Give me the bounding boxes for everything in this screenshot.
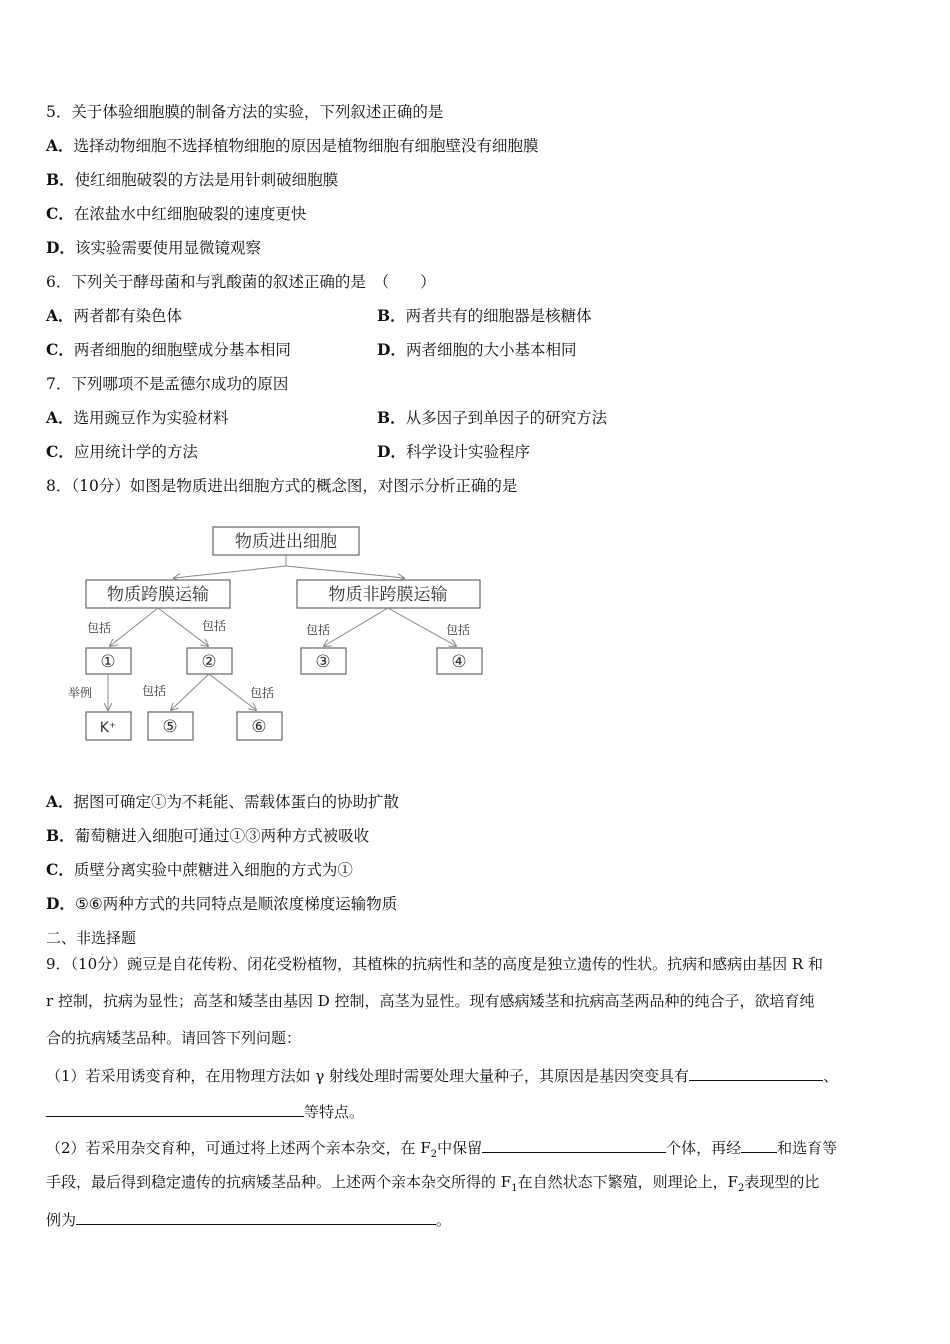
option-text: 选择动物细胞不选择植物细胞的原因是植物细胞有细胞壁没有细胞膜 — [73, 137, 539, 155]
option-key: B． — [377, 408, 406, 427]
option-key: C． — [46, 340, 74, 359]
q9-part1-line2 — [46, 1100, 908, 1122]
q9-part2-text: 个体，再经 — [666, 1139, 742, 1157]
q8-option-b — [46, 826, 369, 846]
option-text: 选用豌豆作为实验材料 — [73, 409, 229, 427]
q5-option-b — [46, 170, 338, 190]
q9-part2-text: 例为 — [46, 1211, 77, 1229]
q9-part2-text: 中保留 — [437, 1139, 483, 1157]
arrow-to-n1 — [110, 608, 158, 646]
q8-stem: 8．（10分）如图是物质进出细胞方式的概念图，对图示分析正确的是 — [46, 477, 518, 495]
option-text: 两者细胞的大小基本相同 — [405, 341, 577, 359]
option-text: 葡萄糖进入细胞可通过①③两种方式被吸收 — [74, 827, 370, 845]
q7-option-b — [377, 408, 607, 428]
q9-line3: 合的抗病矮茎品种。请回答下列问题： — [46, 1029, 302, 1047]
q8-option-a — [46, 792, 399, 812]
q9-part2-text: 。 — [436, 1211, 452, 1229]
q8-option-c — [46, 860, 353, 880]
include-label: 包括 — [202, 619, 227, 633]
q9-part2-text: 表现型的比 — [744, 1173, 820, 1191]
q9-part1-sep: 、 — [823, 1067, 839, 1085]
answer-blank[interactable] — [741, 1136, 777, 1153]
node-6: ⑥ — [251, 717, 267, 737]
option-text: 科学设计实验程序 — [405, 443, 530, 461]
option-key: A． — [46, 792, 74, 811]
option-key: D． — [377, 340, 406, 359]
option-text: 两者都有染色体 — [73, 307, 183, 325]
option-key: B． — [377, 306, 406, 325]
answer-blank[interactable] — [482, 1136, 666, 1153]
option-text: ⑤⑥两种方式的共同特点是顺浓度梯度运输物质 — [74, 895, 398, 913]
q6-stem: 6．下列关于酵母菌和与乳酸菌的叙述正确的是 （ ） — [46, 273, 436, 291]
include-label: 包括 — [446, 623, 471, 637]
q7-option-a — [46, 408, 229, 428]
option-text: 从多因子到单因子的研究方法 — [405, 409, 608, 427]
answer-blank[interactable] — [46, 1100, 304, 1117]
subscript: 2 — [737, 1183, 745, 1194]
q5-option-d — [46, 238, 261, 258]
arrow-to-right — [286, 566, 404, 578]
concept-diagram — [60, 518, 500, 748]
section-heading: 二、非选择题 — [46, 929, 137, 947]
include-label: 包括 — [306, 623, 331, 637]
node-1: ① — [100, 652, 116, 672]
option-key: D． — [46, 894, 75, 913]
q7-stem: 7．下列哪项不是孟德尔成功的原因 — [46, 375, 289, 393]
q6-option-b — [377, 306, 592, 326]
option-text: 质壁分离实验中蔗糖进入细胞的方式为① — [73, 861, 353, 879]
q9-part2-text: 手段，最后得到稳定遗传的抗病矮茎品种。上述两个亲本杂交所得的 F — [46, 1173, 512, 1191]
left-label: 物质跨膜运输 — [107, 585, 209, 605]
option-text: 该实验需要使用显微镜观察 — [74, 239, 261, 257]
arrow-to-n6 — [209, 674, 256, 710]
arrow-to-left — [174, 566, 286, 578]
option-text: 应用统计学的方法 — [73, 443, 198, 461]
node-4: ④ — [451, 652, 467, 672]
option-key: A． — [46, 306, 74, 325]
option-text: 两者细胞的细胞壁成分基本相同 — [73, 341, 291, 359]
answer-blank[interactable] — [689, 1064, 823, 1081]
option-key: B． — [46, 170, 75, 189]
q6-option-a — [46, 306, 182, 326]
q9-part1-line1 — [46, 1064, 908, 1086]
node-5: ⑤ — [162, 717, 178, 737]
example-label: 举例 — [68, 686, 93, 700]
option-text: 使红细胞破裂的方法是用针刺破细胞膜 — [74, 171, 339, 189]
option-key: C． — [46, 442, 74, 461]
q9-line2: r 控制，抗病为显性；高茎和矮茎由基因 D 控制，高茎为显性。现有感病矮茎和抗病高茎两品种的纯合子，欲培育纯 — [46, 992, 815, 1010]
q9-part2-text: 在自然状态下繁殖，则理论上，F — [517, 1173, 738, 1191]
q8-option-d — [46, 894, 397, 914]
option-text: 在浓盐水中红细胞破裂的速度更快 — [73, 205, 307, 223]
option-key: A． — [46, 408, 74, 427]
q9-part1-text: （1）若采用诱变育种，在用物理方法如 γ 射线处理时需要处理大量种子，其原因是基因突变具有 — [46, 1067, 690, 1085]
q9-part2-text: 和选育等 — [777, 1139, 838, 1157]
q9-part2-line3 — [46, 1208, 908, 1230]
subscript: 1 — [511, 1183, 518, 1194]
option-text: 据图可确定①为不耗能、需载体蛋白的协助扩散 — [73, 793, 400, 811]
q9-part1-end: 等特点。 — [304, 1103, 365, 1121]
q5-stem: 5．关于体验细胞膜的制备方法的实验，下列叙述正确的是 — [46, 103, 444, 121]
q9-part2-line2 — [46, 1172, 908, 1199]
k-ion: K⁺ — [99, 720, 117, 736]
option-key: D． — [46, 238, 75, 257]
option-key: A． — [46, 136, 74, 155]
root-label: 物质进出细胞 — [235, 532, 337, 552]
subscript: 2 — [430, 1149, 438, 1160]
q6-option-d — [377, 340, 576, 360]
answer-blank[interactable] — [76, 1208, 436, 1225]
q7-option-c — [46, 442, 198, 462]
q7-option-d — [377, 442, 530, 462]
q6-option-c — [46, 340, 291, 360]
arrow-to-n3 — [324, 608, 388, 646]
node-2: ② — [201, 652, 217, 672]
option-key: B． — [46, 826, 75, 845]
arrow-to-n5 — [171, 674, 209, 710]
option-key: C． — [46, 860, 74, 879]
right-label: 物质非跨膜运输 — [328, 585, 448, 605]
option-text: 两者共有的细胞器是核糖体 — [405, 307, 592, 325]
q9-part2-text: （2）若采用杂交育种，可通过将上述两个亲本杂交，在 F — [46, 1139, 431, 1157]
include-label: 包括 — [142, 684, 167, 698]
include-label: 包括 — [250, 686, 275, 700]
q5-option-c — [46, 204, 306, 224]
option-key: C． — [46, 204, 74, 223]
node-3: ③ — [315, 652, 331, 672]
q5-option-a — [46, 136, 539, 156]
option-key: D． — [377, 442, 406, 461]
arrow-to-n2 — [158, 608, 208, 646]
q9-line1: 9．（10分）豌豆是自花传粉、闭花受粉植物，其植株的抗病性和茎的高度是独立遗传的性状。抗病和感病由基因 R 和 — [46, 955, 823, 973]
q9-part2-line1 — [46, 1136, 908, 1165]
include-label: 包括 — [87, 621, 112, 635]
